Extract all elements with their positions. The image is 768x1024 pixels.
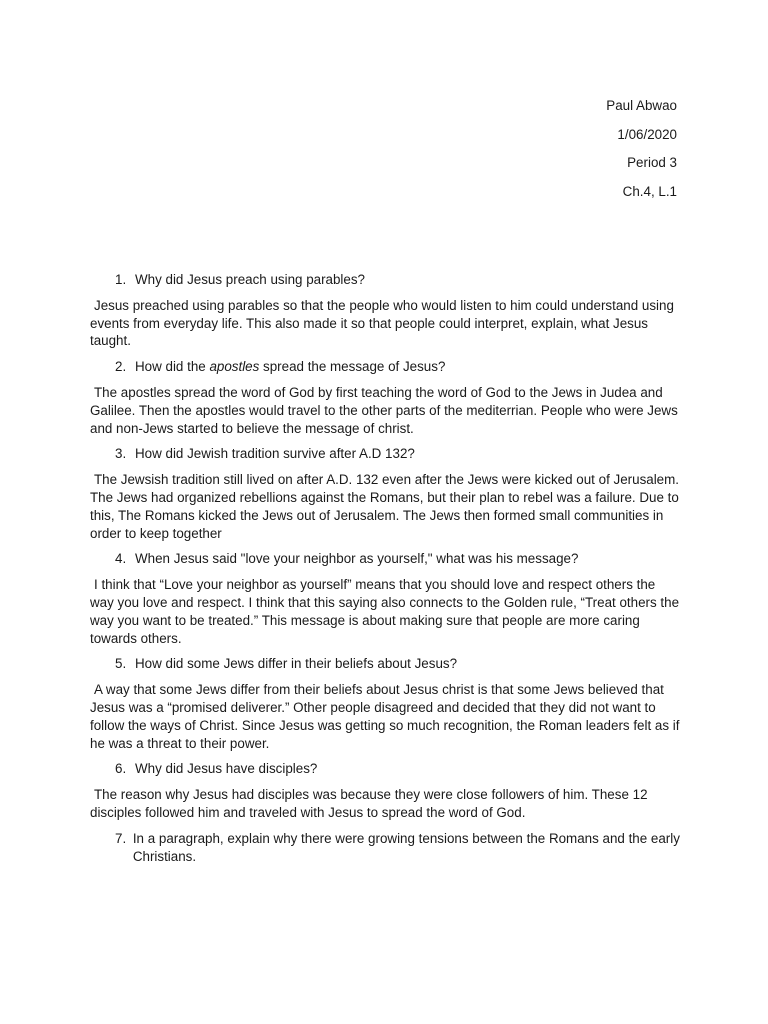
answer-4 [90, 576, 680, 647]
document-header [606, 92, 677, 206]
answer-text: The apostles spread the word of God by first teaching the word of God to the Jews in Judea and Galilee. Then the apostles would travel to the other parts of the mediterrian. People who were Jews and non-Jews started to believe the message of christ. [90, 384, 678, 436]
question-emphasis: apostles [209, 359, 260, 375]
question-number: 2. [115, 359, 127, 375]
question-text: Why did Jesus preach using parables? [135, 272, 366, 287]
question-number: 6. [115, 761, 127, 777]
answer-2 [90, 384, 680, 437]
answer-text: Jesus preached using parables so that the people who would listen to him could understand using events from everyday life. This also made it so that people could interpret, explain, what Jesus taught. [90, 297, 674, 349]
answer-5 [90, 681, 680, 752]
answer-text: I think that “Love your neighbor as yourself” means that you should love and respect others the way you love and respect. I think that this saying also connects to the Golden rule, “Treat others the way you want to be treated.” This message is about making sure that people are more caring towards others. [90, 577, 680, 646]
question-answer-list [90, 271, 680, 873]
question-text [135, 358, 680, 376]
question-4 [90, 550, 680, 568]
question-text-part: spread the message of Jesus? [259, 359, 446, 375]
question-text: When Jesus said "love your neighbor as yourself," what was his message? [135, 551, 579, 567]
answer-text: The Jewsish tradition still lived on after A.D. 132 even after the Jews were kicked out of Jerusalem. The Jews had organized rebellions against the Romans, but their plan to rebel was a failure. Due to this, The Romans kicked the Jews out of Jerusalem. The Jews then formed small communities in order to keep together [90, 472, 680, 541]
question-text-part: How did the [135, 359, 210, 375]
question-3 [90, 445, 680, 463]
chapter-lesson: Ch.4, L.1 [622, 183, 677, 199]
class-period: Period 3 [627, 155, 677, 170]
answer-6 [90, 786, 680, 822]
question-number: 4. [115, 551, 127, 567]
question-number: 1. [115, 272, 127, 287]
question-number: 3. [115, 446, 127, 462]
question-number: 5. [115, 656, 127, 672]
assignment-date: 1/06/2020 [617, 126, 677, 142]
question-text: How did some Jews differ in their beliefs about Jesus? [135, 656, 458, 672]
question-6 [90, 760, 680, 778]
question-5 [90, 655, 680, 673]
question-text: Why did Jesus have disciples? [135, 761, 318, 777]
answer-text: The reason why Jesus had disciples was because they were close followers of him. These 12 disciples followed him and traveled with Jesus to spread the word of God. [90, 787, 648, 820]
question-1 [90, 271, 680, 289]
question-text: In a paragraph, explain why there were growing tensions between the Romans and the early Christians. [132, 830, 680, 864]
answer-text: A way that some Jews differ from their beliefs about Jesus christ is that some Jews believed that Jesus was a “promised deliverer.” Other people disagreed and decided that they did not want to follow the ways of Christ. Since Jesus was getting so much recognition, the Roman leaders felt as if he was a threat to their power. [90, 682, 680, 751]
question-7 [90, 830, 680, 866]
answer-3 [90, 471, 680, 542]
answer-1 [90, 297, 680, 350]
question-text: How did Jewish tradition survive after A.D 132? [135, 446, 415, 462]
student-name: Paul Abwao [606, 98, 677, 113]
question-2 [90, 358, 680, 376]
question-number: 7. [115, 830, 127, 846]
